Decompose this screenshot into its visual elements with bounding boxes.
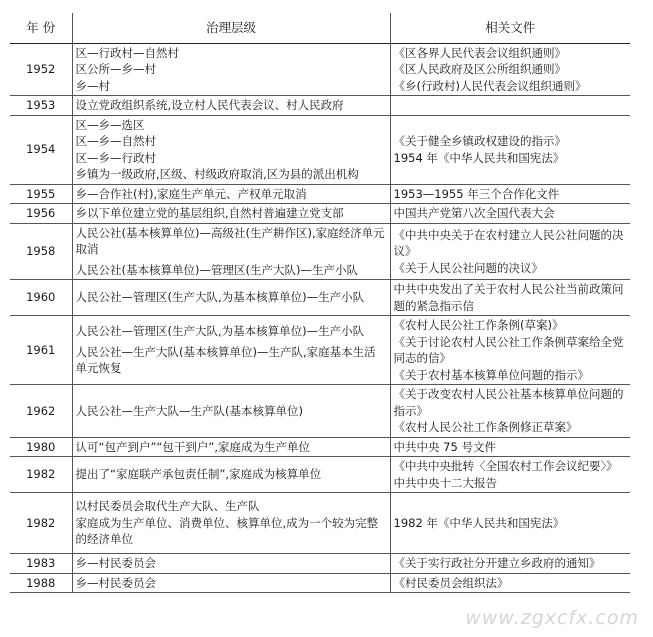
- year-cell: 1952: [10, 43, 72, 96]
- level-line: 区—行政村—自然村: [75, 45, 179, 60]
- table-row: [10, 96, 630, 116]
- table-row: [10, 115, 630, 184]
- doc-line: 《关于实行政社分开建立乡政府的通知》: [393, 556, 601, 570]
- docs-cell: [390, 43, 630, 96]
- level-cell: [72, 573, 390, 593]
- doc-line: 中共中央十二大报告: [393, 475, 497, 490]
- level-cell: [72, 493, 390, 554]
- level-line: 家庭成为生产单位、消费单位、核算单位,成为一个较为完整的经济单位: [75, 515, 379, 547]
- doc-line: 《村民委员会组织法》: [393, 575, 509, 590]
- year-cell: 1958: [10, 223, 72, 280]
- doc-line: 《关于人民公社问题的决议》: [393, 260, 543, 275]
- year-cell: 1982: [10, 457, 72, 493]
- doc-line: 《中共中央批转〈全国农村工作会议纪要〉》: [393, 459, 618, 473]
- watermark: www.zgxcfx.com: [465, 607, 639, 629]
- doc-line: 《关于健全乡镇政权建设的指示》: [393, 134, 566, 148]
- level-line: 乡—村民委员会: [75, 575, 156, 590]
- level-cell: [72, 223, 390, 280]
- table-row: [10, 280, 630, 316]
- level-cell: [72, 204, 390, 224]
- doc-line: 《乡(行政村)人民代表会议组织通则》: [393, 78, 587, 93]
- docs-cell: [390, 493, 630, 554]
- year-cell: 1983: [10, 554, 72, 574]
- level-line: 乡以下单位建立党的基层组织,自然村普遍建立党支部: [75, 206, 344, 220]
- docs-cell: [390, 184, 630, 204]
- doc-line: 《关于改变农村人民公社基本核算单位问题的指示》: [393, 387, 624, 418]
- doc-line: 1954 年《中华人民共和国宪法》: [393, 150, 565, 165]
- level-line: 人民公社(基本核算单位)—高级社(生产耕作区),家庭经济单元取消: [75, 225, 385, 256]
- level-cell: [72, 437, 390, 457]
- docs-cell: [390, 96, 630, 116]
- level-cell: [72, 457, 390, 493]
- table-row: [10, 493, 630, 554]
- level-cell: [72, 184, 390, 204]
- year-cell: 1980: [10, 437, 72, 457]
- doc-line: 1953—1955 年三个合作化文件: [393, 186, 560, 201]
- docs-cell: [390, 223, 630, 280]
- level-cell: [72, 280, 390, 316]
- docs-cell: [390, 204, 630, 224]
- level-cell: [72, 316, 390, 385]
- doc-line: 中共中央发出了关于农村人民公社当前政策问题的紧急指示信: [393, 282, 624, 313]
- year-cell: 1961: [10, 316, 72, 385]
- doc-line: 《中共中央关于在农村建立人民公社问题的决议》: [393, 227, 624, 258]
- doc-line: 《农村人民公社工作条例(草案)》: [393, 318, 564, 332]
- year-cell: 1960: [10, 280, 72, 316]
- header-year: 年 份: [10, 13, 72, 43]
- docs-cell: [390, 385, 630, 438]
- level-line: 乡—合作社(村),家庭生产单元、产权单元取消: [75, 186, 307, 201]
- level-cell: [72, 554, 390, 574]
- level-cell: [72, 385, 390, 438]
- doc-line: 《农村人民公社工作条例修正草案》: [393, 420, 578, 434]
- level-line: 人民公社—管理区(生产大队,为基本核算单位)—生产小队: [75, 324, 365, 339]
- table-row: [10, 184, 630, 204]
- docs-cell: [390, 457, 630, 493]
- doc-line: 中国共产党第八次全国代表大会: [393, 206, 555, 220]
- level-line: 设立党政组织系统,设立村人民代表会议、村人民政府: [75, 98, 344, 112]
- table-row: [10, 43, 630, 96]
- level-line: 区公所—乡—村: [75, 62, 156, 76]
- doc-line: 中共中央 75 号文件: [393, 439, 496, 454]
- level-line: 乡镇为一级政府,区级、村级政府取消,区为县的派出机构: [75, 167, 359, 181]
- docs-cell: [390, 115, 630, 184]
- level-cell: [72, 96, 390, 116]
- level-line: 乡—村民委员会: [75, 556, 156, 570]
- doc-line: 《区人民政府及区公所组织通则》: [393, 62, 566, 76]
- doc-line: 1982 年《中华人民共和国宪法》: [393, 515, 565, 530]
- level-cell: [72, 43, 390, 96]
- level-line: 区—乡—自然村: [75, 134, 156, 148]
- governance-table: [10, 13, 630, 593]
- docs-cell: [390, 573, 630, 593]
- table-header-row: [10, 13, 630, 43]
- level-line: 人民公社—管理区(生产大队,为基本核算单位)—生产小队: [75, 290, 365, 305]
- docs-cell: [390, 316, 630, 385]
- doc-line: 《关于农村基本核算单位问题的指示》: [393, 367, 589, 382]
- table-row: [10, 554, 630, 574]
- doc-line: 《关于讨论农村人民公社工作条例草案给全党同志的信》: [393, 334, 624, 365]
- level-line: 人民公社(基本核算单位)—管理区(生产大队)—生产小队: [75, 262, 358, 277]
- level-line: 人民公社—生产大队—生产队(基本核算单位): [75, 403, 303, 418]
- doc-line: 《区各界人民代表会议组织通则》: [393, 45, 566, 60]
- level-line: 提出了“家庭联产承包责任制”,家庭成为核算单位: [75, 467, 322, 482]
- table-row: [10, 316, 630, 385]
- docs-cell: [390, 437, 630, 457]
- table-row: [10, 457, 630, 493]
- docs-cell: [390, 554, 630, 574]
- level-line: 以村民委员会取代生产大队、生产队: [75, 499, 260, 514]
- header-level: 治理层级: [72, 13, 390, 43]
- year-cell: 1956: [10, 204, 72, 224]
- table-row: [10, 385, 630, 438]
- level-line: 乡—村: [75, 78, 110, 93]
- table-row: [10, 437, 630, 457]
- table-row: [10, 223, 630, 280]
- year-cell: 1953: [10, 96, 72, 116]
- table-row: [10, 573, 630, 593]
- year-cell: 1982: [10, 493, 72, 554]
- level-line: 人民公社—生产大队(基本核算单位)—生产队,家庭基本生活单元恢复: [75, 344, 376, 376]
- year-cell: 1988: [10, 573, 72, 593]
- year-cell: 1954: [10, 115, 72, 184]
- level-line: 区—乡—选区: [75, 117, 145, 132]
- level-cell: [72, 115, 390, 184]
- level-line: 认可“包产到户”“包干到户”,家庭成为生产单位: [75, 439, 310, 454]
- table-row: [10, 204, 630, 224]
- year-cell: 1955: [10, 184, 72, 204]
- year-cell: 1962: [10, 385, 72, 438]
- level-line: 区—乡—行政村: [75, 150, 156, 165]
- docs-cell: [390, 280, 630, 316]
- header-docs: 相关文件: [390, 13, 630, 43]
- table-body: [10, 43, 630, 593]
